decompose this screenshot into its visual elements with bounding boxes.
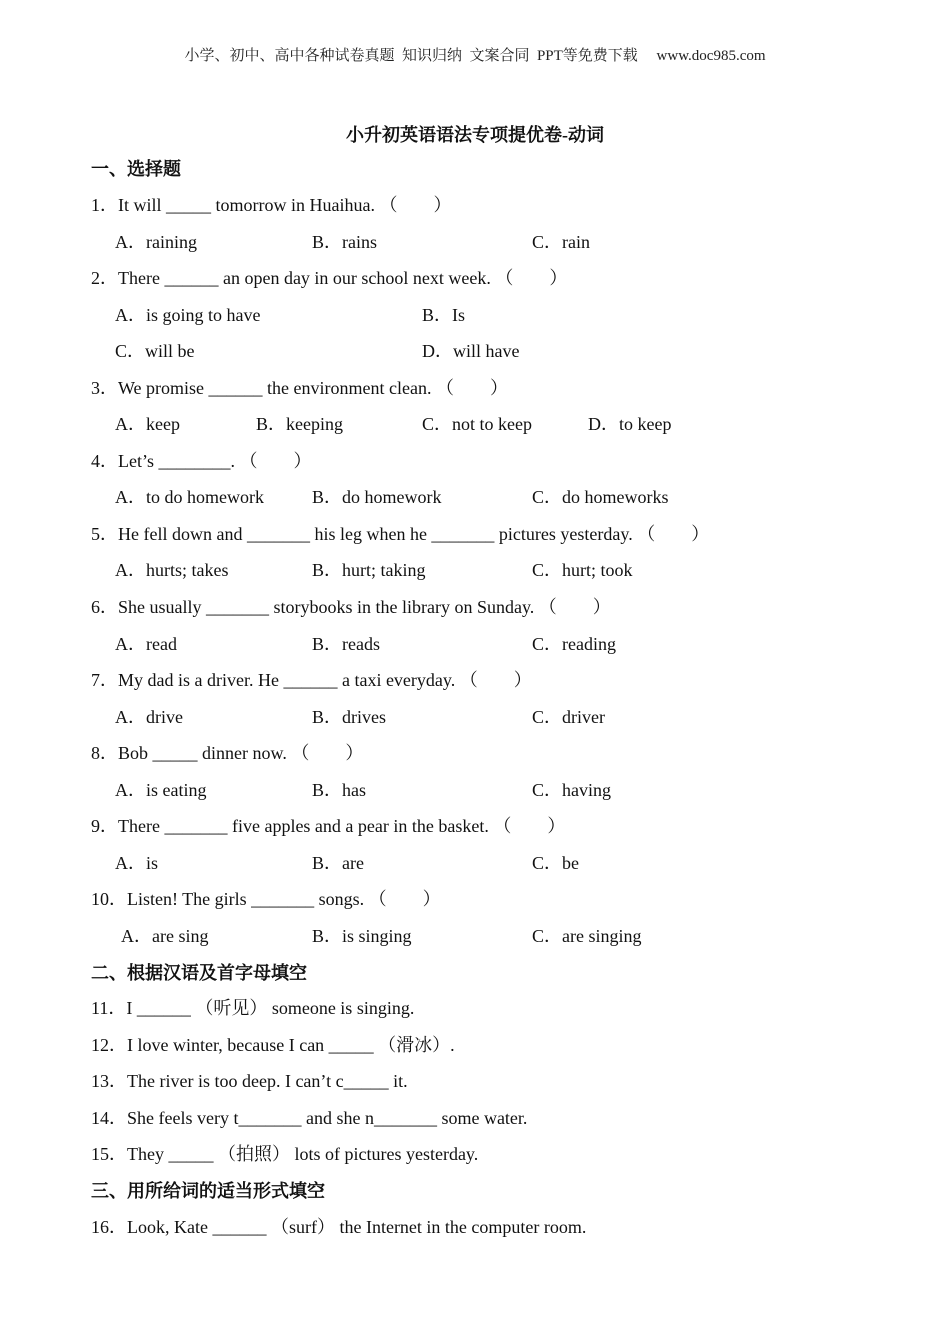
option-1c: C．rain bbox=[532, 232, 590, 252]
question-11: 11．I ______ （听见） someone is singing. bbox=[91, 998, 415, 1018]
option-2b: B．Is bbox=[422, 305, 466, 325]
option-4b: B．do homework bbox=[312, 487, 442, 507]
option-6a: A．read bbox=[115, 634, 177, 654]
question-8: 8．Bob _____ dinner now. （ ） bbox=[91, 743, 364, 763]
option-10b: B．is singing bbox=[312, 926, 412, 946]
question-1: 1．It will _____ tomorrow in Huaihua. （ ） bbox=[91, 195, 452, 215]
option-1b: B．rains bbox=[312, 232, 377, 252]
option-4c: C．do homeworks bbox=[532, 487, 669, 507]
option-2a: A．is going to have bbox=[115, 305, 261, 325]
option-10a: A．are sing bbox=[121, 926, 209, 946]
section-heading-choice: 一、选择题 bbox=[91, 159, 181, 179]
option-5b: B．hurt; taking bbox=[312, 560, 426, 580]
option-5c: C．hurt; took bbox=[532, 560, 633, 580]
question-16: 16．Look, Kate ______ （surf） the Internet in the computer room. bbox=[91, 1217, 587, 1237]
option-9a: A．is bbox=[115, 853, 159, 873]
question-7: 7．My dad is a driver. He ______ a taxi everyday. （ ） bbox=[91, 670, 532, 690]
option-1a: A．raining bbox=[115, 232, 197, 252]
option-7c: C．driver bbox=[532, 707, 605, 727]
option-2c: C．will be bbox=[115, 341, 195, 361]
question-4: 4．Let’s ________. （ ） bbox=[91, 451, 312, 471]
question-9: 9．There _______ five apples and a pear in the basket. （ ） bbox=[91, 816, 566, 836]
option-3b: B．keeping bbox=[256, 414, 343, 434]
option-8c: C．having bbox=[532, 780, 611, 800]
option-2d: D．will have bbox=[422, 341, 520, 361]
option-10c: C．are singing bbox=[532, 926, 642, 946]
section-heading-form: 三、用所给词的适当形式填空 bbox=[91, 1181, 325, 1201]
option-4a: A．to do homework bbox=[115, 487, 264, 507]
question-14: 14．She feels very t_______ and she n_______ some water. bbox=[91, 1108, 528, 1128]
option-3c: C．not to keep bbox=[422, 414, 532, 434]
page-title: 小升初英语语法专项提优卷-动词 bbox=[346, 125, 604, 145]
option-9b: B．are bbox=[312, 853, 364, 873]
section-heading-fill: 二、根据汉语及首字母填空 bbox=[91, 963, 307, 983]
question-12: 12．I love winter, because I can _____ （滑冰）. bbox=[91, 1035, 455, 1055]
option-8a: A．is eating bbox=[115, 780, 207, 800]
page-header: 小学、初中、高中各种试卷真题 知识归纳 文案合同 PPT等免费下载 www.doc985.com bbox=[184, 48, 766, 64]
option-3a: A．keep bbox=[115, 414, 180, 434]
option-6b: B．reads bbox=[312, 634, 380, 654]
question-6: 6．She usually _______ storybooks in the library on Sunday. （ ） bbox=[91, 597, 611, 617]
question-2: 2．There ______ an open day in our school next week. （ ） bbox=[91, 268, 568, 288]
option-7a: A．drive bbox=[115, 707, 183, 727]
option-7b: B．drives bbox=[312, 707, 386, 727]
question-10: 10．Listen! The girls _______ songs. （ ） bbox=[91, 889, 441, 909]
option-9c: C．be bbox=[532, 853, 579, 873]
option-8b: B．has bbox=[312, 780, 366, 800]
question-13: 13．The river is too deep. I can’t c_____ it. bbox=[91, 1071, 408, 1091]
question-3: 3．We promise ______ the environment clean. （ ） bbox=[91, 378, 508, 398]
option-3d: D．to keep bbox=[588, 414, 672, 434]
question-5: 5．He fell down and _______ his leg when he _______ pictures yesterday. （ ） bbox=[91, 524, 710, 544]
option-6c: C．reading bbox=[532, 634, 616, 654]
option-5a: A．hurts; takes bbox=[115, 560, 229, 580]
question-15: 15．They _____ （拍照） lots of pictures yesterday. bbox=[91, 1144, 479, 1164]
